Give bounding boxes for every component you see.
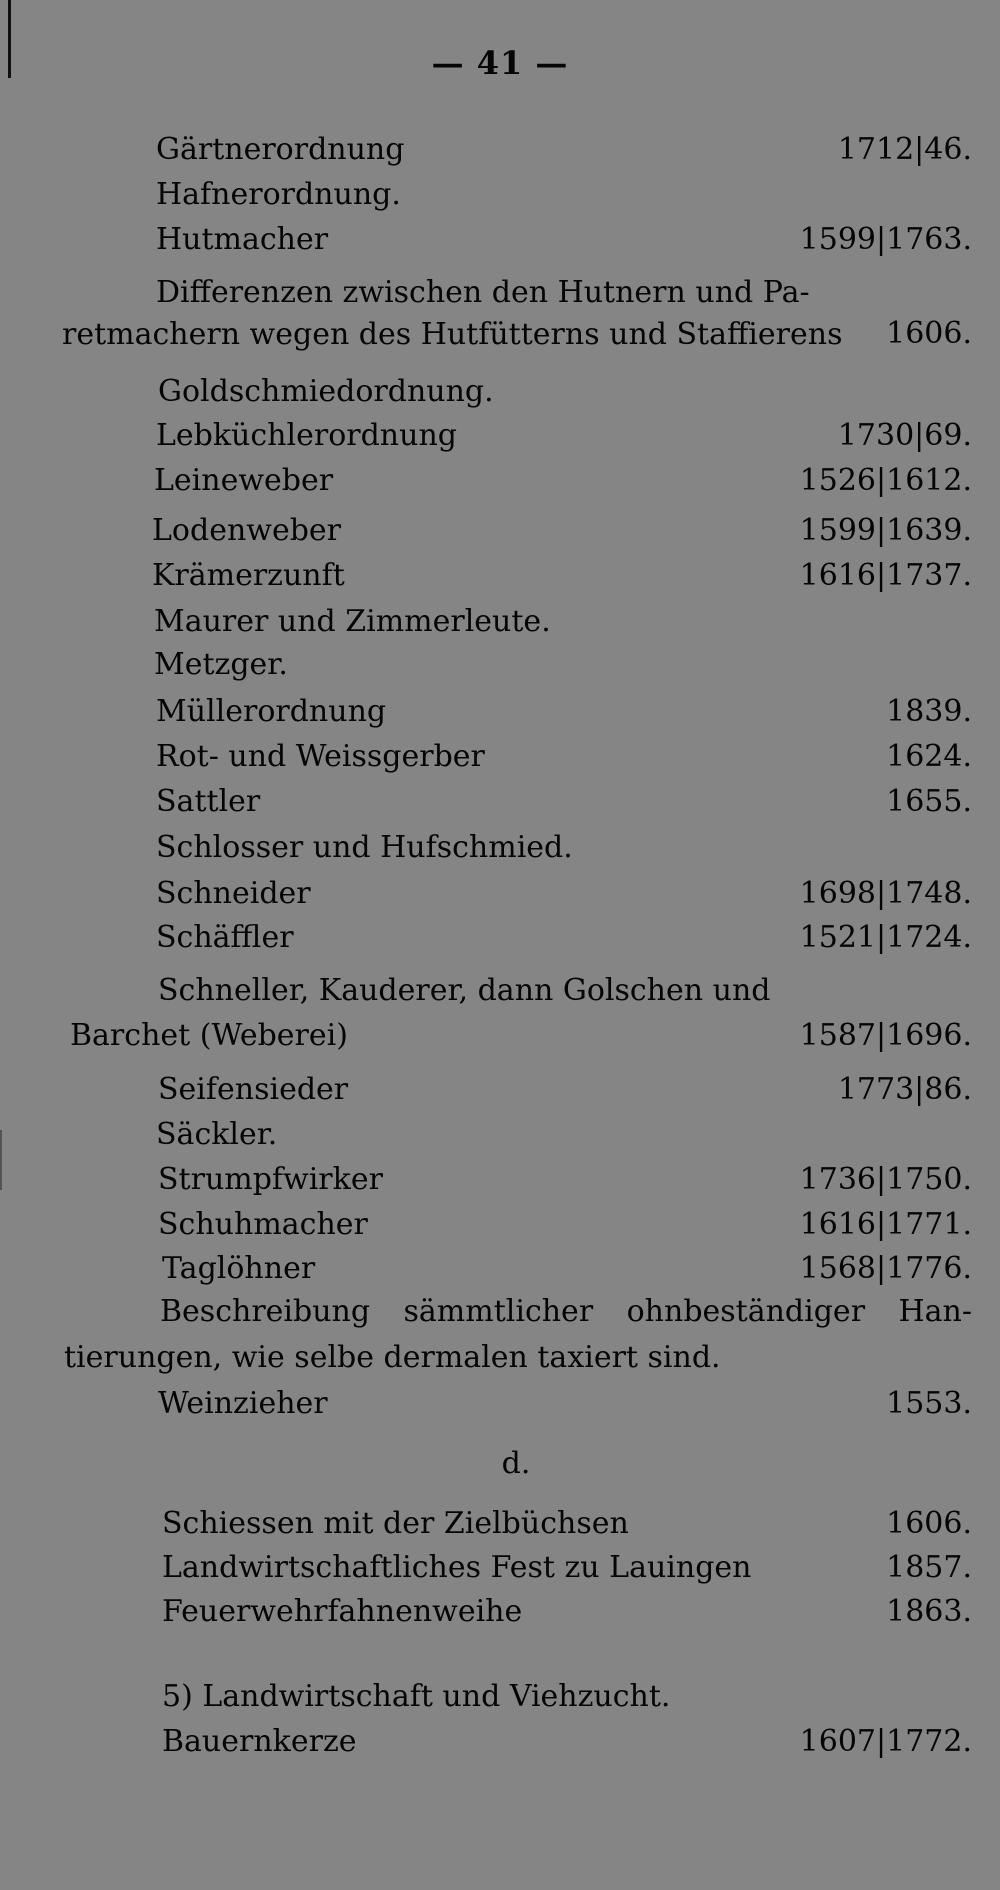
list-item bbox=[154, 602, 972, 642]
entry-years: 1607|1772. bbox=[799, 1724, 972, 1759]
entry-years: 1606. bbox=[886, 316, 972, 351]
entry-years: 1730|69. bbox=[837, 418, 972, 453]
list-item bbox=[158, 372, 972, 412]
entry-years: 1587|1696. bbox=[799, 1018, 972, 1053]
section-heading: d. bbox=[501, 1446, 531, 1481]
entry-label: Lebküchlerordnung bbox=[156, 418, 457, 453]
entry-label: Säckler. bbox=[156, 1117, 278, 1152]
list-item bbox=[152, 511, 972, 551]
entry-years: 1857. bbox=[886, 1550, 972, 1585]
list-item bbox=[156, 175, 972, 215]
list-item bbox=[70, 1016, 972, 1056]
entry-label: Landwirtschaftliches Fest zu Lauingen bbox=[162, 1550, 752, 1585]
list-item bbox=[162, 1504, 972, 1544]
entry-label: Lodenweber bbox=[152, 513, 341, 548]
entry-years: 1526|1612. bbox=[799, 463, 972, 498]
entry-label: Hafnerordnung. bbox=[156, 177, 401, 212]
paragraph-line: Differenzen zwischen den Hutnern und Pa- bbox=[156, 275, 810, 310]
entry-years: 1839. bbox=[886, 694, 972, 729]
entry-years: 1655. bbox=[886, 784, 972, 819]
entry-years: 1553. bbox=[886, 1386, 972, 1421]
list-item bbox=[158, 1384, 972, 1424]
list-item bbox=[158, 1160, 972, 1200]
list-item bbox=[162, 1548, 972, 1588]
list-item bbox=[154, 461, 972, 501]
list-item bbox=[152, 556, 972, 596]
entry-years: 1599|1639. bbox=[799, 513, 972, 548]
list-item bbox=[156, 828, 972, 868]
entry-label: Schuhmacher bbox=[158, 1207, 368, 1242]
list-item bbox=[158, 1070, 972, 1110]
entry-label: Feuerwehrfahnenweihe bbox=[162, 1594, 523, 1629]
entry-label: Rot- und Weissgerber bbox=[156, 739, 485, 774]
entry-years: 1606. bbox=[886, 1506, 972, 1541]
paragraph-line: tierungen, wie selbe dermalen taxiert sind. bbox=[64, 1340, 721, 1375]
entry-years: 1712|46. bbox=[837, 132, 972, 167]
list-item bbox=[156, 782, 972, 822]
list-item bbox=[156, 874, 972, 914]
list-item bbox=[156, 918, 972, 958]
section-heading: 5) Landwirtschaft und Viehzucht. bbox=[162, 1679, 671, 1714]
list-item bbox=[156, 314, 972, 354]
entry-label: Taglöhner bbox=[162, 1251, 316, 1286]
entry-years: 1616|1771. bbox=[799, 1207, 972, 1242]
list-item bbox=[156, 737, 972, 777]
entry-label: Schiessen mit der Zielbüchsen bbox=[162, 1506, 629, 1541]
paragraph-line bbox=[160, 1291, 972, 1332]
entry-years: 1698|1748. bbox=[799, 876, 972, 911]
entry-label: Schneider bbox=[156, 876, 311, 911]
list-item bbox=[162, 1249, 972, 1289]
entry-label: Barchet (Weberei) bbox=[70, 1018, 348, 1053]
list-item bbox=[156, 692, 972, 732]
paragraph-line: Schneller, Kauderer, dann Golschen und bbox=[158, 973, 771, 1008]
entry-label: Metzger. bbox=[154, 647, 288, 682]
list-item bbox=[156, 130, 972, 170]
entry-label: Goldschmiedordnung. bbox=[158, 374, 494, 409]
entry-label: Strumpfwirker bbox=[158, 1162, 383, 1197]
entry-label: Schlosser und Hufschmied. bbox=[156, 830, 573, 865]
entry-label: Hutmacher bbox=[156, 222, 329, 257]
entry-label: Seifensieder bbox=[158, 1072, 349, 1107]
entry-years: 1568|1776. bbox=[799, 1251, 972, 1286]
entry-years: 1863. bbox=[886, 1594, 972, 1629]
list-item bbox=[156, 220, 972, 260]
entry-label: Krämerzunft bbox=[152, 558, 345, 593]
entry-label: Leineweber bbox=[154, 463, 334, 498]
entry-label: Schäffler bbox=[156, 920, 294, 955]
list-item bbox=[162, 1722, 972, 1762]
entry-years: 1599|1763. bbox=[799, 222, 972, 257]
entry-label: Gärtnerordnung bbox=[156, 132, 405, 167]
list-item bbox=[162, 1592, 972, 1632]
list-item bbox=[154, 645, 972, 685]
entry-label: Bauernkerze bbox=[162, 1724, 357, 1759]
paragraph-line: retmachern wegen des Hutfütterns und Staffierens bbox=[62, 317, 843, 352]
entry-years: 1773|86. bbox=[837, 1072, 972, 1107]
entry-label: Weinzieher bbox=[158, 1386, 328, 1421]
list-item bbox=[158, 1205, 972, 1245]
entry-years: 1521|1724. bbox=[799, 920, 972, 955]
entry-label: Sattler bbox=[156, 784, 261, 819]
entry-years: 1624. bbox=[886, 739, 972, 774]
page-number: — 41 — bbox=[431, 44, 569, 82]
page-edge-mark bbox=[0, 1130, 2, 1190]
entry-years: 1736|1750. bbox=[799, 1162, 972, 1197]
entry-years: 1616|1737. bbox=[799, 558, 972, 593]
entry-label: Müllerordnung bbox=[156, 694, 387, 729]
paragraph-text: Beschreibung sämmtlicher ohnbeständiger Han- bbox=[160, 1294, 972, 1329]
list-item bbox=[156, 1115, 972, 1155]
entry-label: Maurer und Zimmerleute. bbox=[154, 604, 551, 639]
list-item bbox=[156, 416, 972, 456]
